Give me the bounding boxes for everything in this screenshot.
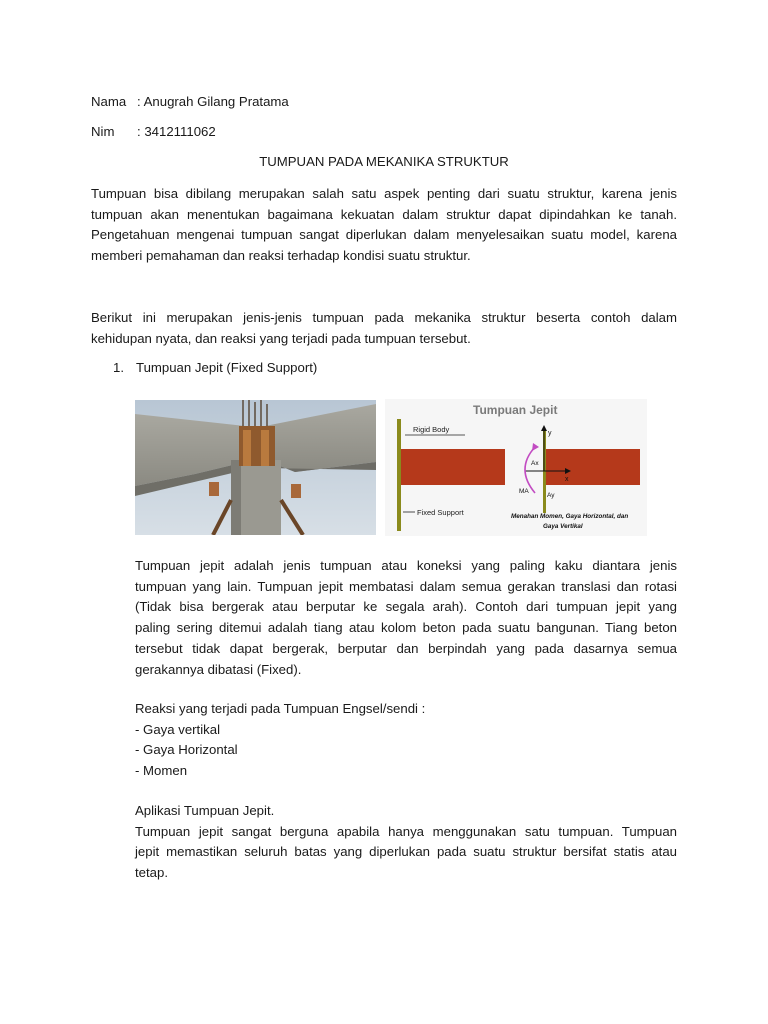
list-item-1 — [113, 358, 317, 379]
moment-arc-icon — [525, 447, 535, 493]
list-number: 1. — [113, 360, 124, 375]
name-label: Nama — [91, 94, 127, 109]
reaction-heading: Reaksi yang terjadi pada Tumpuan Engsel/sendi : — [135, 701, 426, 716]
application-heading: Aplikasi Tumpuan Jepit. — [135, 803, 275, 818]
moment-label: MA — [519, 488, 529, 495]
diagram-title: Tumpuan Jepit — [473, 403, 558, 417]
list-intro-line: Berikut ini merupakan jenis-jenis tumpuan pada mekanika struktur beserta contoh dalam — [91, 310, 677, 325]
y-axis-label: y — [548, 430, 552, 437]
diagram-caption-line1: Menahan Momen, Gaya Horizontal, dan — [511, 513, 629, 520]
intro-line: memberi pemahaman dan reaksi terhadap kondisi suatu struktur. — [91, 248, 471, 264]
intro-line: tumpuan akan menentukan bagaimana kekuatan dalam struktur dapat dipindahkan ke tanah. — [91, 206, 677, 222]
desc-line: paling sering ditemui adalah tiang atau kolom beton pada suatu bangunan. Tiang beton — [135, 620, 677, 636]
reactions-section — [135, 699, 677, 782]
intro-paragraph — [91, 184, 677, 267]
desc-line: tumpuan yang lain. Tumpuan jepit membatasi dalam semua gerakan translasi dan rotasi — [135, 578, 677, 594]
application-line: jepit memastikan seluruh batas yang diperlukan pada suatu struktur bersifat statis atau — [135, 844, 677, 860]
application-line: tetap. — [135, 865, 168, 881]
name-row — [91, 92, 289, 113]
list-heading: Tumpuan Jepit (Fixed Support) — [136, 360, 318, 375]
ax-label: Ax — [531, 460, 539, 467]
list-intro-paragraph — [91, 308, 677, 349]
nim-label: Nim — [91, 124, 115, 139]
intro-line: Tumpuan bisa dibilang merupakan salah satu aspek penting dari suatu struktur, karena jenis — [91, 186, 677, 201]
desc-line: tersebut tidak dapat bergerak, berputar dan berpindah yang pada dasarnya semua — [135, 640, 677, 656]
reaction-item: - Gaya Horizontal — [135, 742, 238, 758]
fixed-support-wall — [397, 419, 401, 531]
fixed-support-diagram — [385, 399, 647, 536]
free-body-beam — [545, 449, 640, 485]
fixed-support-photo — [135, 400, 376, 535]
name-value: : Anugrah Gilang Pratama — [137, 94, 289, 109]
x-axis-label: x — [565, 476, 569, 483]
application-section — [135, 801, 677, 884]
reaction-item: - Gaya vertikal — [135, 721, 221, 737]
fixed-support-label: Fixed Support — [417, 508, 464, 517]
list-intro-line: kehidupan nyata, dan reaksi yang terjadi pada tumpuan tersebut. — [91, 330, 471, 346]
desc-line: gerakannya dibatasi (Fixed). — [135, 661, 302, 677]
application-line: Tumpuan jepit sangat berguna apabila hanya menggunakan satu tumpuan. Tumpuan — [135, 823, 677, 839]
document-title: TUMPUAN PADA MEKANIKA STRUKTUR — [259, 154, 509, 169]
desc-line: Tumpuan jepit adalah jenis tumpuan atau koneksi yang paling kaku diantara jenis — [135, 558, 677, 573]
intro-line: Pengetahuan mengenai tumpuan sangat diperlukan dalam menyelesaikan suatu model, karena — [91, 227, 677, 243]
description-paragraph — [135, 556, 677, 680]
rigid-body-beam — [401, 449, 505, 485]
nim-row — [91, 122, 216, 143]
rigid-body-label: Rigid Body — [413, 425, 450, 434]
ay-label: Ay — [547, 492, 555, 499]
reaction-item: - Momen — [135, 763, 188, 779]
diagram-caption-line2: Gaya Vertikal — [543, 523, 583, 530]
desc-line: (Tidak bisa bergerak atau berputar ke segala arah). Contoh dari tumpuan jepit yang — [135, 599, 677, 615]
nim-value: : 3412111062 — [137, 124, 216, 139]
